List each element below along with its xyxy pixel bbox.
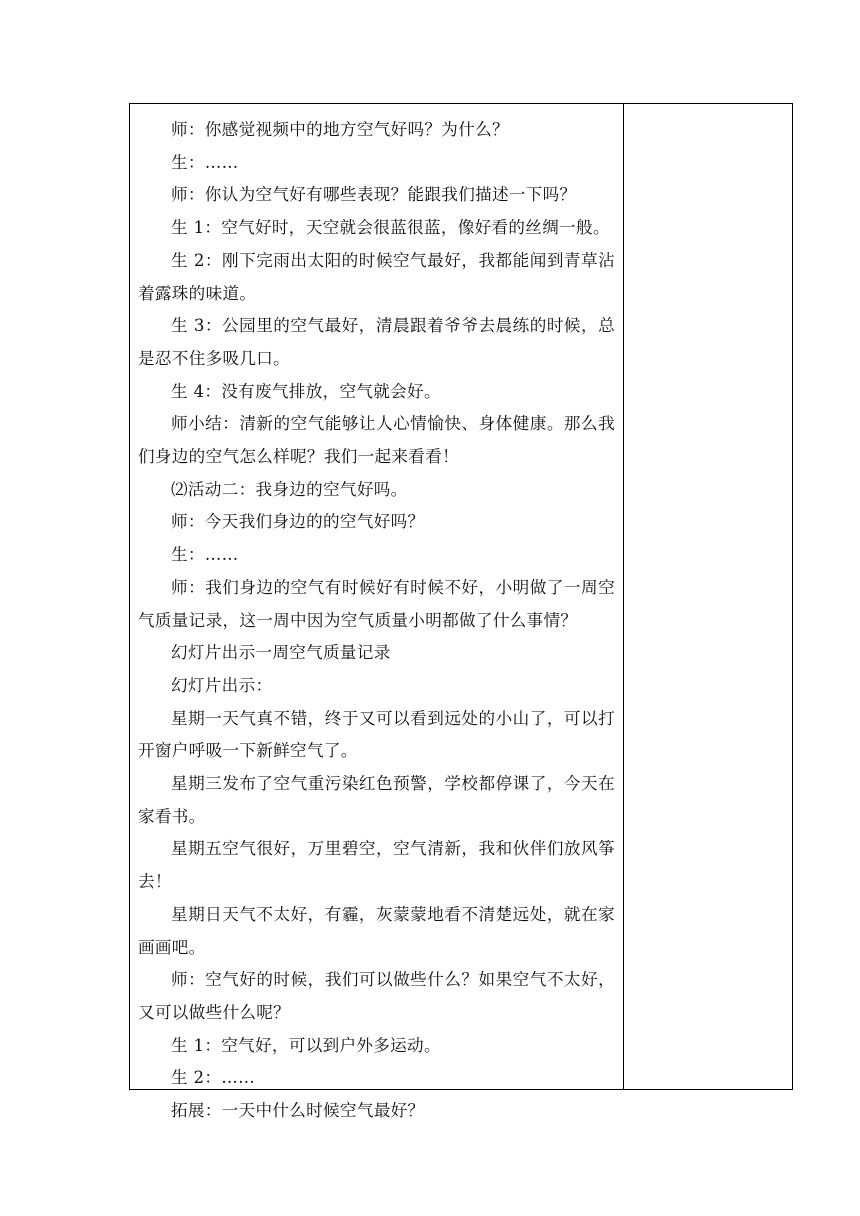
paragraph: 师：我们身边的空气有时候好有时候不好，小明做了一周空气质量记录，这一周中因为空气质量小明都做了什么事情？ (138, 577, 615, 630)
paragraph: 师：你感觉视频中的地方空气好吗？为什么？ (171, 120, 509, 139)
paragraph: 生 3：公园里的空气最好，清晨跟着爷爷去晨练的时候，总是忍不住多吸几口。 (138, 316, 615, 368)
paragraph: 生 1：空气好，可以到户外多运动。 (171, 1035, 441, 1055)
paragraph: 师：空气好的时候，我们可以做些什么？如果空气不太好，又可以做些什么呢？ (138, 970, 615, 1022)
paragraph: 星期五空气很好，万里碧空，空气清新，我和伙伴们放风筝去！ (138, 839, 615, 892)
paragraph: 幻灯片出示： (171, 675, 273, 695)
paragraph: 师：你认为空气好有哪些表现？能跟我们描述一下吗？ (171, 185, 577, 205)
paragraph: 星期日天气不太好，有霾，灰蒙蒙地看不清楚远处，就在家画画吧。 (138, 904, 615, 957)
paragraph: 幻灯片出示一周空气质量记录 (171, 643, 391, 663)
paragraph: 生：…… (171, 545, 239, 565)
lesson-content-cell (130, 104, 624, 1121)
paragraph: 师：今天我们身边的的空气好吗？ (171, 512, 425, 532)
lesson-table (129, 103, 793, 1121)
paragraph: 生 1：空气好时，天空就会很蓝很蓝，像好看的丝绸一般。 (171, 218, 610, 238)
activity-heading: ⑵活动二：我身边的空气好吗。 (171, 479, 408, 499)
paragraph: 拓展：一天中什么时候空气最好？ (171, 1101, 425, 1121)
notes-cell (624, 104, 792, 1089)
paragraph: 星期三发布了空气重污染红色预警，学校都停课了，今天在家看书。 (138, 774, 615, 826)
paragraph: 生 2：刚下完雨出太阳的时候空气最好，我都能闻到青草沾着露珠的味道。 (138, 250, 615, 303)
paragraph: 生：…… (171, 152, 239, 172)
paragraph: 师小结：清新的空气能够让人心情愉快、身体健康。那么我们身边的空气怎么样呢？我们一起来看看！ (138, 414, 615, 467)
paragraph: 生 4：没有废气排放，空气就会好。 (171, 381, 441, 401)
paragraph: 星期一天气真不错，终于又可以看到远处的小山了，可以打开窗户呼吸一下新鲜空气了。 (138, 708, 615, 761)
paragraph: 生 2：…… (171, 1068, 256, 1088)
